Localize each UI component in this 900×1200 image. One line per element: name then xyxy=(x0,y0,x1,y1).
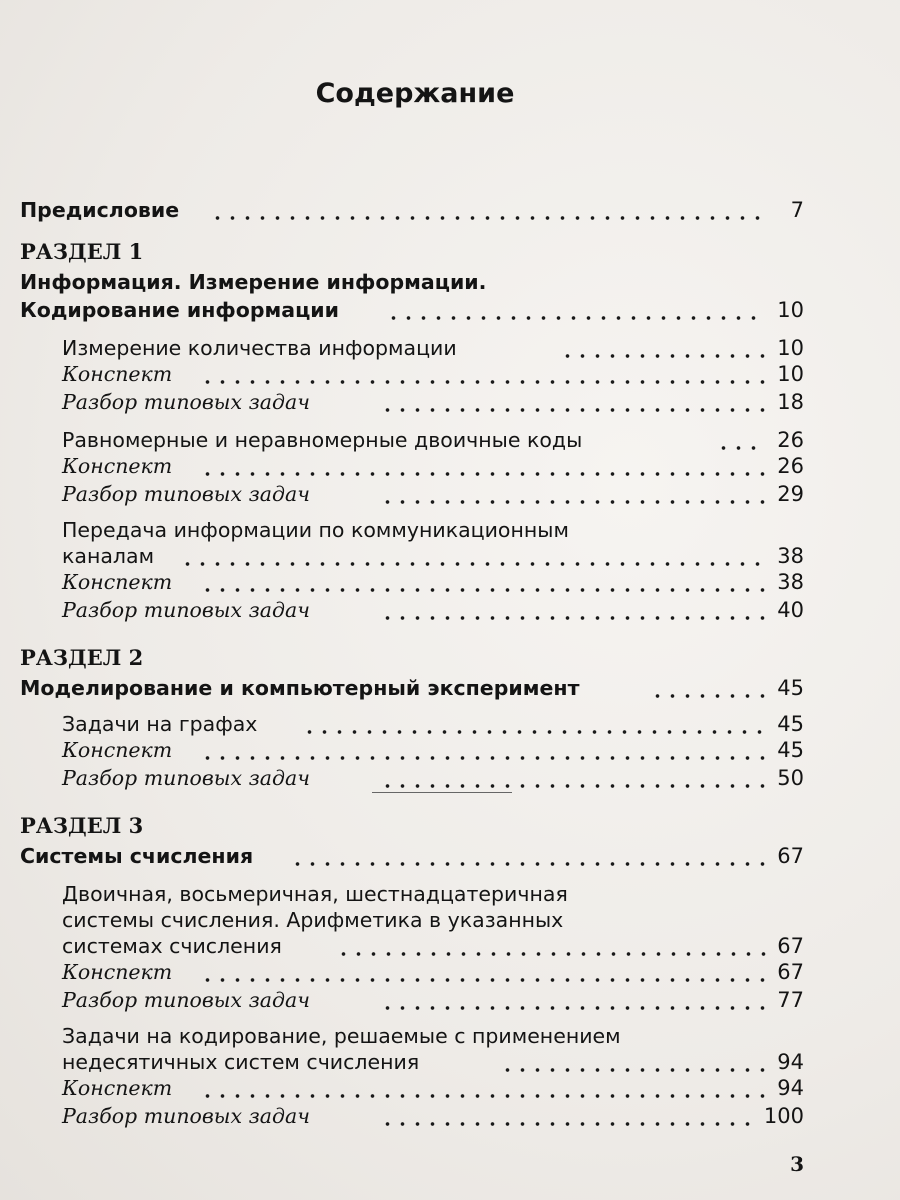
toc-entry-label: Задачи на кодирование, решаемые с применением xyxy=(62,1024,621,1048)
toc-entry-label: Задачи на графах xyxy=(62,712,258,736)
toc-page-number: 94 xyxy=(777,1076,804,1100)
dot-leader xyxy=(500,1048,766,1076)
toc-entry-label: Конспект xyxy=(62,454,173,478)
toc-entry-label: Разбор типовых задач xyxy=(62,1104,310,1128)
dot-leader xyxy=(200,452,766,480)
toc-page-number: 29 xyxy=(777,482,804,506)
dot-leader xyxy=(386,296,766,324)
separator-line xyxy=(372,792,512,793)
dot-leader xyxy=(380,480,766,508)
toc-page-number: 26 xyxy=(777,428,804,452)
dot-leader xyxy=(380,764,766,792)
toc-entry[interactable] xyxy=(0,480,900,510)
toc-page-number: 45 xyxy=(777,676,804,700)
toc-entry[interactable] xyxy=(0,958,900,988)
toc-entry[interactable] xyxy=(0,674,900,704)
toc-entry[interactable] xyxy=(0,764,900,794)
toc-entry-label: Конспект xyxy=(62,570,173,594)
section-heading xyxy=(0,238,900,268)
dot-leader xyxy=(336,932,766,960)
toc-page-number: 77 xyxy=(777,988,804,1012)
toc-entry-label: недесятичных систем счисления xyxy=(62,1050,420,1074)
toc-entry-label: Моделирование и компьютерный эксперимент xyxy=(20,676,580,700)
section-label: РАЗДЕЛ 2 xyxy=(20,645,144,670)
section-title-line: Информация. Измерение информации. xyxy=(20,270,487,294)
toc-entry-label: Разбор типовых задач xyxy=(62,598,310,622)
section-title xyxy=(0,268,900,298)
toc-entry-label: системах счисления xyxy=(62,934,282,958)
toc-entry-label: Двоичная, восьмеричная, шестнадцатеричная xyxy=(62,882,568,906)
toc-entry[interactable] xyxy=(0,388,900,418)
dot-leader xyxy=(380,986,766,1014)
toc-page-number: 26 xyxy=(777,454,804,478)
dot-leader xyxy=(380,596,766,624)
dot-leader xyxy=(560,334,766,362)
toc-page-number: 45 xyxy=(777,738,804,762)
toc-entry[interactable] xyxy=(0,296,900,326)
page-number: 3 xyxy=(790,1152,804,1176)
toc-entry-label: Системы счисления xyxy=(20,844,254,868)
toc-page-number: 100 xyxy=(763,1104,804,1128)
toc-page-number: 94 xyxy=(777,1050,804,1074)
toc-page-number: 18 xyxy=(777,390,804,414)
section-heading xyxy=(0,812,900,842)
toc-entry-label: Равномерные и неравномерные двоичные коды xyxy=(62,428,583,452)
toc-entry-label: Конспект xyxy=(62,738,173,762)
toc-entry-label: Разбор типовых задач xyxy=(62,390,310,414)
section-label: РАЗДЕЛ 1 xyxy=(20,239,144,264)
toc-entry[interactable] xyxy=(0,1102,900,1132)
dot-leader xyxy=(650,674,766,702)
toc-entry-label: Разбор типовых задач xyxy=(62,766,310,790)
dot-leader xyxy=(210,196,766,224)
toc-page-number: 67 xyxy=(777,934,804,958)
toc-page-number: 67 xyxy=(777,960,804,984)
toc-entry[interactable] xyxy=(0,842,900,872)
toc-page-number: 67 xyxy=(777,844,804,868)
toc-entry-label: Передача информации по коммуникационным xyxy=(62,518,569,542)
toc-entry[interactable] xyxy=(0,196,900,226)
toc-entry-label: Кодирование информации xyxy=(20,298,340,322)
dot-leader xyxy=(200,360,766,388)
toc-page-number: 50 xyxy=(777,766,804,790)
dot-leader xyxy=(380,388,766,416)
toc-entry-label: Разбор типовых задач xyxy=(62,482,310,506)
toc-page-number: 10 xyxy=(777,336,804,360)
toc-entry-label: каналам xyxy=(62,544,155,568)
toc-page-number: 7 xyxy=(790,198,804,222)
dot-leader xyxy=(200,568,766,596)
toc-page-number: 45 xyxy=(777,712,804,736)
toc-entry[interactable] xyxy=(0,568,900,598)
dot-leader xyxy=(200,1074,766,1102)
toc-entry-label: Измерение количества информации xyxy=(62,336,457,360)
toc-entry-label: Разбор типовых задач xyxy=(62,988,310,1012)
section-heading xyxy=(0,644,900,674)
dot-leader xyxy=(716,426,766,454)
dot-leader xyxy=(302,710,766,738)
dot-leader xyxy=(290,842,766,870)
toc-entry-label: Конспект xyxy=(62,1076,173,1100)
toc-page-number: 38 xyxy=(777,544,804,568)
toc-entry-label: Конспект xyxy=(62,960,173,984)
toc-entry[interactable] xyxy=(0,986,900,1016)
toc-entry[interactable] xyxy=(0,360,900,390)
toc-entry[interactable] xyxy=(0,736,900,766)
toc-page-number: 10 xyxy=(777,362,804,386)
toc-page-number: 38 xyxy=(777,570,804,594)
dot-leader xyxy=(200,736,766,764)
section-label: РАЗДЕЛ 3 xyxy=(20,813,144,838)
toc-page-number: 10 xyxy=(777,298,804,322)
toc-entry-label: Конспект xyxy=(62,362,173,386)
toc-entry[interactable] xyxy=(0,1074,900,1104)
toc-page-number: 40 xyxy=(777,598,804,622)
dot-leader xyxy=(200,958,766,986)
dot-leader xyxy=(180,542,766,570)
dot-leader xyxy=(380,1102,754,1130)
toc-entry-label: системы счисления. Арифметика в указанных xyxy=(62,908,564,932)
page-title: Содержание xyxy=(315,78,515,109)
toc-entry[interactable] xyxy=(0,452,900,482)
toc-entry[interactable] xyxy=(0,596,900,626)
toc-entry-label: Предисловие xyxy=(20,198,180,222)
